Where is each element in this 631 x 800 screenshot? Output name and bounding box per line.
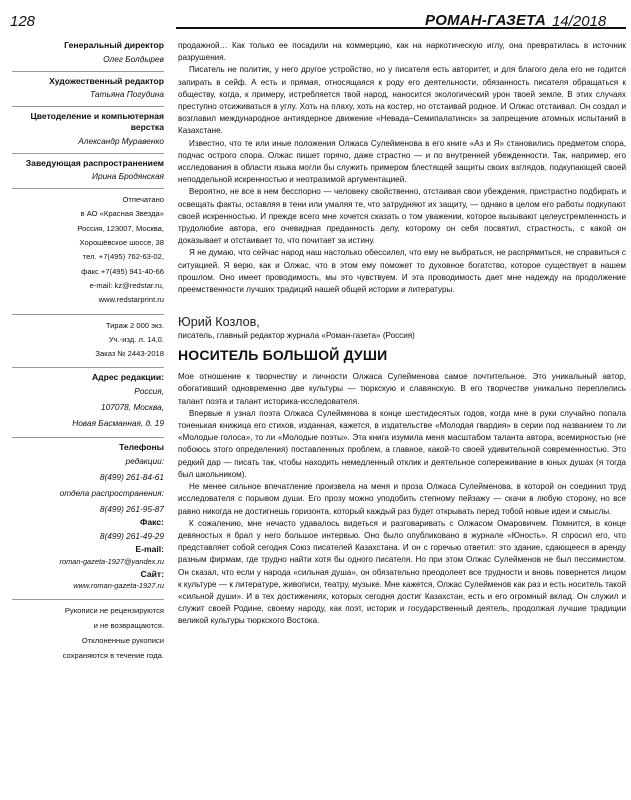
paragraph: К сожалению, мне нечасто удавалось видеться и разговаривать с Олжасом Омаровичем. Помнится, в конце девяностых я брал у него большое интервью. Оно было опубликовано в журнале «Юность». Я спросил его, что представляет собой сегодня Союз писателей Казахстана. И он с горечью ответил: это здание, сдающееся в аренду разным фирмам, где трудно найти хотя бы одного писателя. Но при этом Олжас Сулейменов не был пессимистом. Он сказал, что если у народа «сильная душа», он обязательно преодолеет все трудности и вновь повернется лицом к культуре — к литературе, живописи, театру, музыке. Мне кажется, Олжас Сулейменов как раз и есть носитель такой «сильной души». И в тех достижениях, которых сегодня достиг Казахстан, есть и его огромный вклад. Он служил и служит своей Родине, своему народу, как поэт, историк и государственный деятель, продолжая лучшие традиции великой культуры тюркского Востока. (178, 518, 626, 626)
printer-line: Отпечатано (122, 195, 164, 205)
paragraph: Не менее сильное впечатление произвела на меня и проза Олжаса Сулейменова, в которой он соединил труд исследователя с порывом души. Его прозу можно уподобить степному пейзажу — скачи в любую сторону, но все равно никогда не достигнешь горизонта, который каждый раз будет открывать перед тобой новые идеи и смыслы. (178, 482, 626, 516)
manuscript-note: Отклоненные рукописи (81, 636, 164, 646)
divider (12, 367, 164, 368)
site-label: Сайт: (140, 568, 164, 579)
staff-name: Ирина Бродянская (92, 171, 164, 182)
manuscript-note: и не возвращаются. (93, 621, 164, 631)
issue-number: 14/2018 (552, 13, 607, 30)
divider (12, 106, 164, 107)
editorial-phone: 8(499) 261-84-61 (99, 472, 164, 483)
email-label: E-mail: (135, 543, 164, 554)
printer-line: e-mail: kz@redstar.ru, (89, 280, 164, 290)
print-run-line: Уч.-изд. л. 14,0. (108, 334, 164, 344)
staff-role: Цветоделение и компьютерная верстка (30, 111, 164, 132)
paragraph: Писатель не политик, у него другое устройство, но у писателя есть авторитет, и для благого дела его не годится запирать в сейф. А есть и прямая, относящаяся к роду его деятельности, обязанность писателя обращаться к обществу, когда, к примеру, истребляется твой народ, наносится экологический урон твоей земле. В этих случаях преступно отсиживаться в углу. Хоть на плаху, хоть на костер, но отстаивай родное. И Олжас отстаивал. Он создал и возглавил международное антиядерное движение «Невада–Семипалатинск» за запрещение атомных испытаний в Казахстане. (178, 65, 626, 136)
divider (12, 437, 164, 438)
print-run-line: Заказ № 2443-2018 (95, 349, 164, 359)
paragraph: Известно, что те или иные положения Олжаса Сулейменова в его книге «Аз и Я» становились предметом спора, подчас острого спора. Олжас пишет горячо, даже страстно — и по внутренней убежденности. Так, например, его исследования в области языка могли бы служить примером блестящей защиты своих взглядов, подкупающей своей неподдельной искренностью и неотразимой аргументацией. (178, 138, 626, 185)
paragraph: Я не думаю, что сейчас народ наш настолько обессилел, что ему не выбраться, не распрямиться, не справиться с ситуацией. Я верю, как и Олжас, что в этом ему поможет то духовное богатство, которое существует в нашем прошлом. Оно имеет проводимость, мы это чувствуем. И эта проводимость дает мне надежду на продолжение преемственности лучших традиций нашей общей истории и литературы. (178, 248, 626, 295)
printer-line: www.redstarprint.ru (98, 295, 164, 305)
divider (12, 71, 164, 72)
paragraph: Вероятно, не все в нем бесспорно — человеку свойственно, отстаивая свои убеждения, пристрастно подбирать и освещать факты, оставляя в тени или умаляя те, что затрудняют их защиту, — однако в целом его работы подкупают своей искренностью. И прежде всего мне хочется сказать о том уважении, которое вызывают целеустремленность и трудолюбие автора, его очевидная преданность делу, которому он себя посвятил, страстность, с какой он доказывает и отстаивает то, что почитает за истину. (178, 187, 626, 246)
manuscript-note: Рукописи не рецензируются (64, 606, 164, 616)
printer-line: Россия, 123007, Москва, (77, 223, 164, 233)
address-line: Новая Басманная, д. 19 (72, 418, 164, 429)
divider (12, 599, 164, 600)
magazine-name: РОМАН-ГАЗЕТА (425, 12, 547, 29)
divider (12, 188, 164, 189)
print-run-line: Тираж 2 000 экз. (105, 320, 164, 330)
printer-line: факс +7(495) 941-40-66 (81, 266, 164, 276)
staff-role: Художественный редактор (49, 75, 164, 86)
address-line: 107078, Москва, (101, 402, 164, 413)
printer-line: Хорошёвское шоссе, 38 (79, 238, 164, 248)
paragraph: Впервые я узнал поэта Олжаса Сулейменова в конце шестидесятых годов, когда мне в руки случайно попала тоненькая книжица его стихов, изданная, кажется, в издательстве «Молодая гвардия» в серии под названием то ли «Молодые голоса», то ли «Молодые поэты». Эта книга изумила меня масштабом таланта автора, всемирностью (не побоюсь этого определения) поставленных проблем, а главное, какой-то своей удивительной современностью. Это редкий дар — писать так, чтобы находить немедленный отклик и деятельное сопереживание в юных душах (я тогда был школьником). (178, 408, 626, 479)
printer-line: тел. +7(495) 762-63-02, (82, 252, 164, 262)
author-position: писатель, главный редактор журнала «Роман-газета» (Россия) (178, 331, 415, 341)
distribution-phone: 8(499) 261-95-87 (99, 504, 164, 515)
page-number: 128 (10, 13, 36, 30)
address-label: Адрес редакции: (91, 372, 164, 383)
article-title: НОСИТЕЛЬ БОЛЬШОЙ ДУШИ (178, 347, 388, 364)
divider (12, 153, 164, 154)
printer-line: в АО «Красная Звезда» (80, 209, 164, 219)
page-header (0, 0, 631, 38)
distribution-label: отдела распространения: (59, 488, 164, 499)
address-line: Россия, (134, 386, 164, 397)
imprint-sidebar (12, 40, 164, 664)
staff-role: Заведующая распространением (25, 157, 164, 168)
paragraph: Мое отношение к творчеству и личности Олжаса Сулейменова самое почтительное. Это уникальный автор, обогативший одновременно две культуры — тюркскую и славянскую. В его творчестве уникально переплелись талант поэта и талант историка-исследователя. (178, 372, 626, 406)
staff-name: Александр Муравенко (78, 135, 164, 146)
staff-role: Генеральный директор (64, 40, 164, 50)
main-column (178, 40, 626, 628)
paragraph: продажной… Как только ее посадили на коммерцию, как на наркотическую иглу, она превратилась в источник разрушения. (178, 41, 626, 63)
divider (12, 314, 164, 315)
editorial-label: редакции: (125, 456, 164, 467)
staff-name: Татьяна Погудина (90, 89, 164, 100)
fax-label: Факс: (140, 517, 164, 528)
staff-name: Олег Болдырев (103, 53, 164, 64)
fax-number: 8(499) 261-49-29 (99, 530, 164, 541)
site-link[interactable]: www.roman-gazeta-1927.ru (73, 581, 164, 591)
email-address[interactable]: roman-gazeta-1927@yandex.ru (59, 556, 164, 566)
phones-label: Телефоны (119, 442, 164, 453)
article-author: Юрий Козлов, (178, 315, 260, 330)
manuscript-note: сохраняются в течение года. (62, 650, 164, 660)
